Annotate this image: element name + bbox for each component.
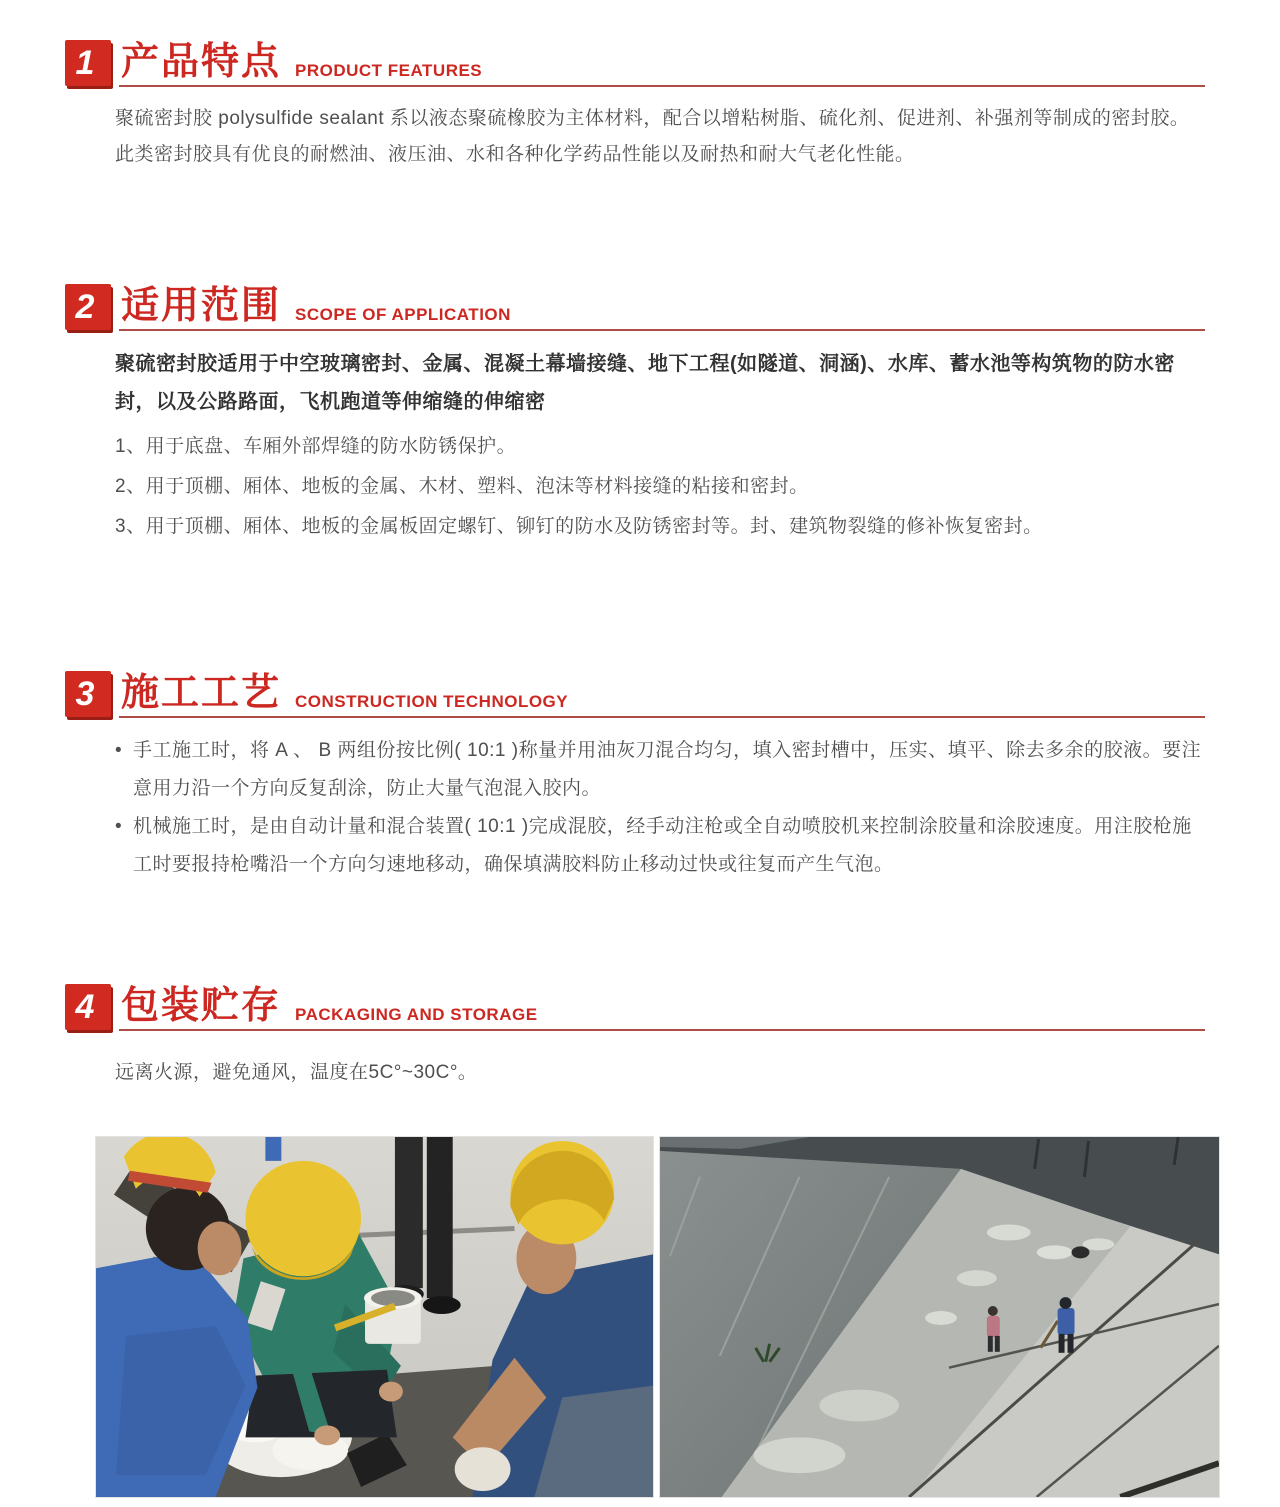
section-title-en: PRODUCT FEATURES <box>295 61 483 80</box>
lead-paragraph: 聚硫密封胶适用于中空玻璃密封、金属、混凝土幕墙接缝、地下工程(如隧道、洞涵)、水库、蓄水池等构筑物的防水密封，以及公路路面，飞机跑道等伸缩缝的伸缩密 <box>115 353 1175 413</box>
section-1-title-row <box>119 40 1205 87</box>
list-item: 1、用于底盘、车厢外部焊缝的防水防锈保护。 <box>115 436 517 457</box>
section-1-body <box>65 87 1205 173</box>
paragraph: 远离火源，避免通风，温度在5C°~30C°。 <box>115 1062 478 1083</box>
section-construction-technology <box>0 671 1280 884</box>
section-3-title-row <box>119 671 1205 718</box>
section-title-en: PACKAGING AND STORAGE <box>295 1005 538 1024</box>
section-title-zh: 包装贮存 <box>121 985 282 1027</box>
section-packaging-and-storage <box>0 984 1280 1091</box>
photo-workers-applying-sealant <box>95 1136 654 1498</box>
photo-row <box>95 1136 1220 1498</box>
section-3-header <box>65 671 1205 718</box>
section-1-header <box>65 40 1205 87</box>
photo-workers-illustration <box>96 1137 653 1497</box>
application-list <box>115 429 1205 545</box>
section-product-features <box>0 0 1280 173</box>
section-2-title-row <box>119 284 1205 331</box>
bullet-icon: • <box>115 740 122 761</box>
list-item: 3、用于顶棚、厢体、地板的金属板固定螺钉、铆钉的防水及防锈密封等。封、建筑物裂缝的修补恢复密封。 <box>115 516 1043 537</box>
section-scope-of-application <box>0 284 1280 545</box>
section-number-badge: 2 <box>65 284 111 330</box>
section-title-zh: 产品特点 <box>121 41 282 83</box>
bullet-text: 手工施工时，将 A 、 B 两组份按比例( 10:1 )称量并用油灰刀混合均匀，填入密封槽中，压实、填平、除去多余的胶液。要注意用力沿一个方向反复刮涂，防止大量气泡混入胶内。 <box>133 740 1202 799</box>
section-4-title-row <box>119 984 1205 1031</box>
section-2-header <box>65 284 1205 331</box>
section-4-body <box>65 1031 1205 1091</box>
section-2-body <box>65 331 1205 545</box>
section-number-badge: 1 <box>65 40 111 86</box>
section-number-badge: 4 <box>65 984 111 1030</box>
list-item: 2、用于顶棚、厢体、地板的金属、木材、塑料、泡沫等材料接缝的粘接和密封。 <box>115 476 809 497</box>
section-number-badge: 3 <box>65 671 111 717</box>
section-title-en: SCOPE OF APPLICATION <box>295 305 511 324</box>
section-title-zh: 施工工艺 <box>121 672 282 714</box>
photo-dam-slope-joint-sealing <box>659 1136 1220 1498</box>
photo-slope-illustration <box>660 1137 1219 1497</box>
section-title-en: CONSTRUCTION TECHNOLOGY <box>295 692 569 711</box>
bullet-item <box>115 732 1205 808</box>
bullet-text: 机械施工时，是由自动计量和混合装置( 10:1 )完成混胶，经手动注枪或全自动喷胶机来控制涂胶量和涂胶速度。用注胶枪施工时要报持枪嘴沿一个方向匀速地移动，确保填满胶料防止移动过快或往复而产生气泡。 <box>133 816 1192 875</box>
paragraph: 聚硫密封胶 polysulfide sealant 系以液态聚硫橡胶为主体材料，配合以增粘树脂、硫化剂、促进剂、补强剂等制成的密封胶。此类密封胶具有优良的耐燃油、液压油、水和各种化学药品性能以及耐热和耐大气老化性能。 <box>115 108 1190 165</box>
section-3-body <box>65 718 1205 884</box>
section-4-header <box>65 984 1205 1031</box>
bullet-icon: • <box>115 816 122 837</box>
section-title-zh: 适用范围 <box>121 285 282 327</box>
bullet-item <box>115 808 1205 884</box>
